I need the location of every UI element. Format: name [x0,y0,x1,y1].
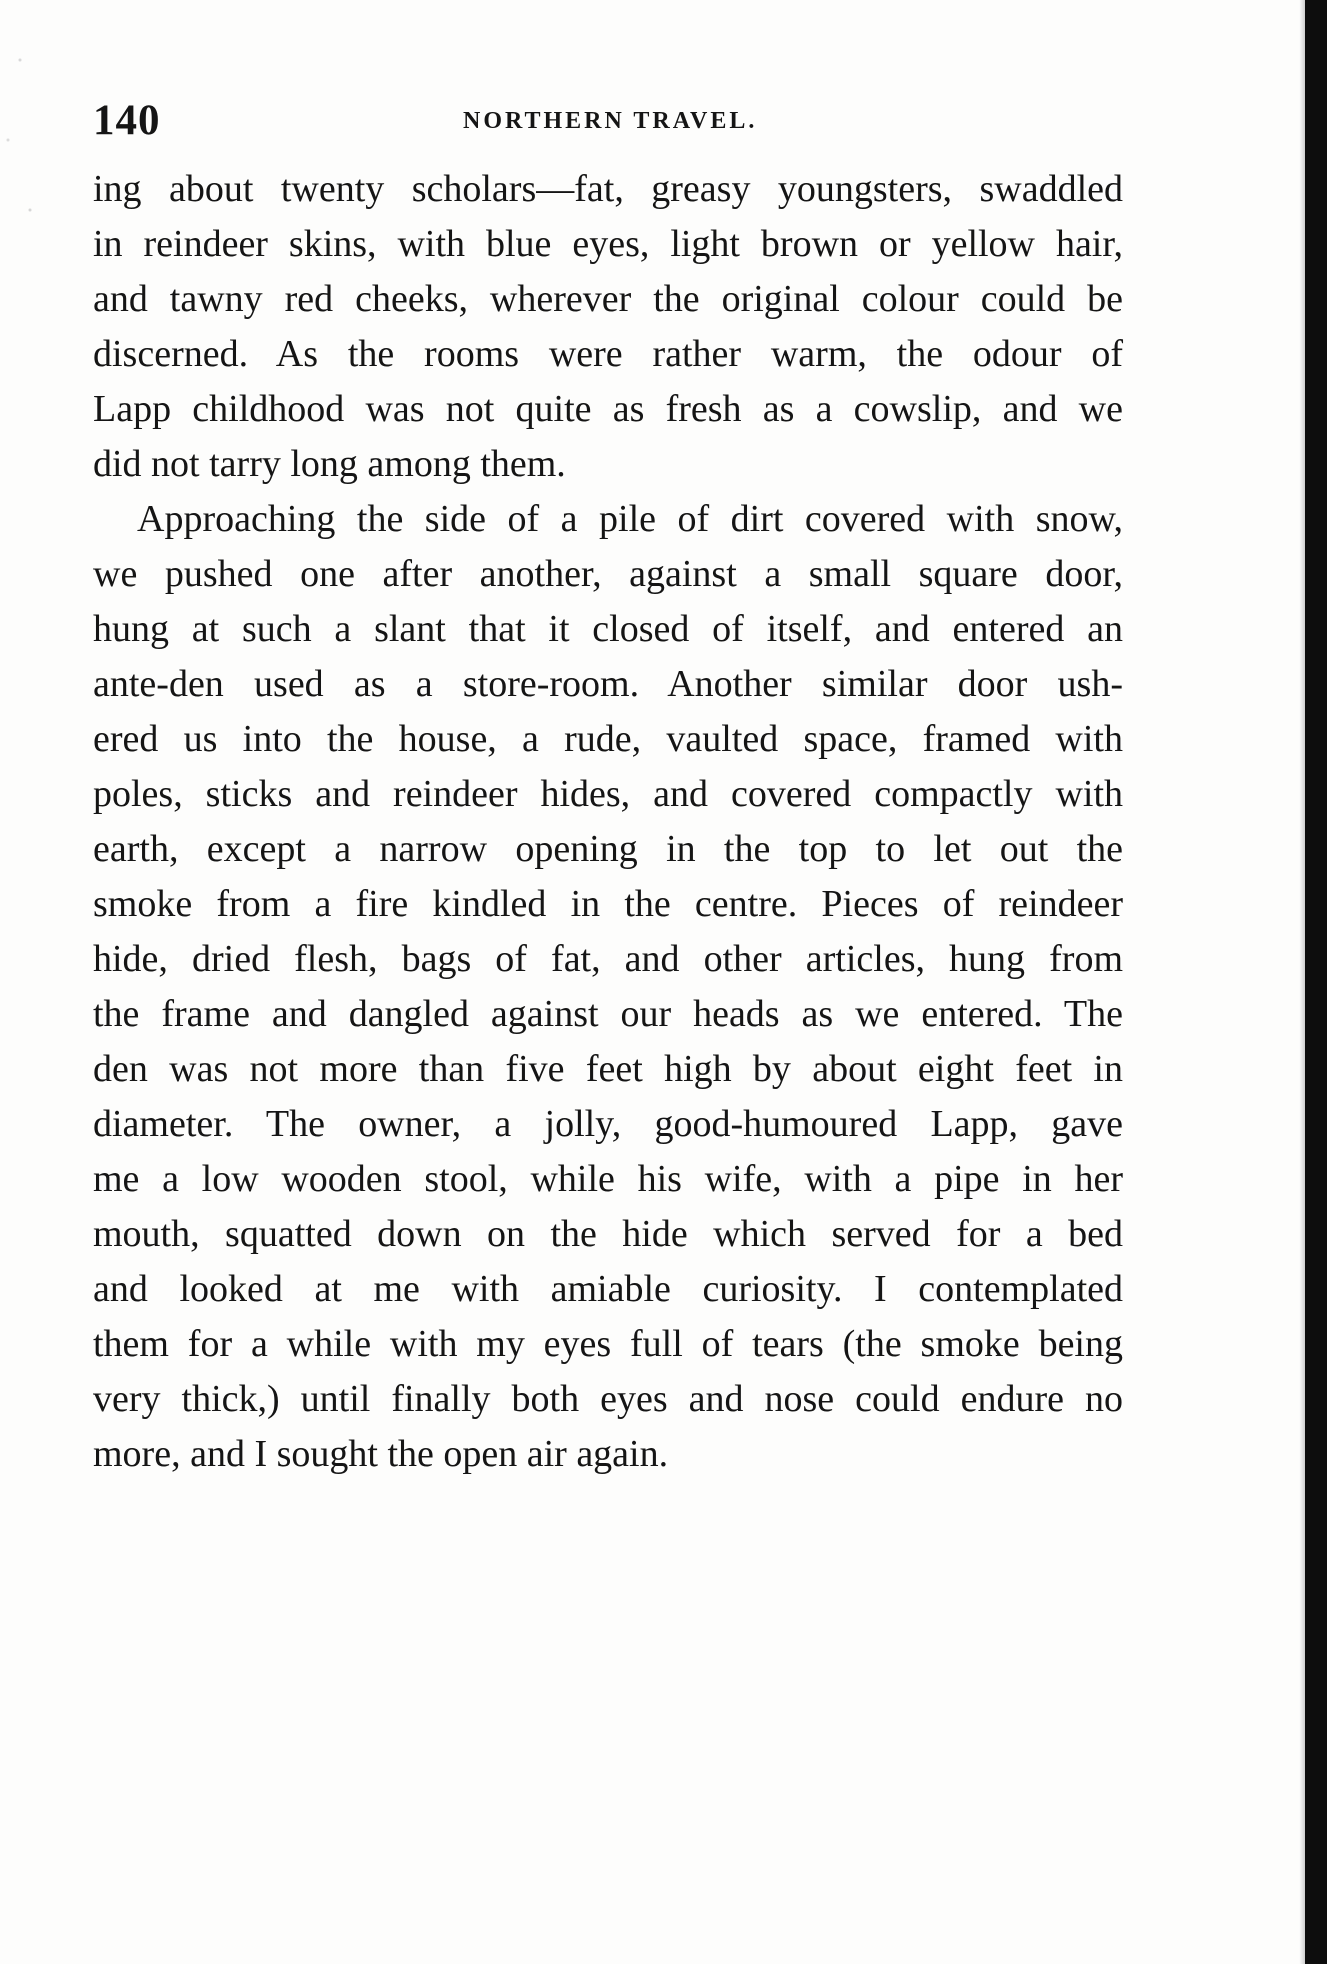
text-line: discerned. As the rooms were rather warm, the odour of [93,333,1123,375]
text-line: earth, except a narrow opening in the top to let out the [93,828,1123,870]
text-line: in reindeer skins, with blue eyes, light brown or yellow hair, [93,223,1123,265]
running-title: NORTHERN TRAVEL. [463,108,758,134]
text-line: more, and I sought the open air again. [93,1433,669,1475]
text-line: den was not more than five feet high by about eight feet in [93,1048,1123,1090]
running-head [93,92,1123,148]
text-line: ered us into the house, a rude, vaulted space, framed with [93,718,1123,760]
page-speckle [0,0,40,260]
text-line: smoke from a fire kindled in the centre. Pieces of reindeer [93,883,1123,925]
paragraph-1 [93,162,1123,492]
text-line: mouth, squatted down on the hide which served for a bed [93,1213,1123,1255]
text-line: and tawny red cheeks, wherever the original colour could be [93,278,1123,320]
text-line: did not tarry long among them. [93,443,566,485]
body-text [93,162,1123,1482]
text-line: diameter. The owner, a jolly, good-humoured Lapp, gave [93,1103,1123,1145]
text-line: the frame and dangled against our heads as we entered. The [93,993,1123,1035]
binding-shadow [1305,0,1327,1964]
text-line: and looked at me with amiable curiosity. I contemplated [93,1268,1123,1310]
paragraph-2 [93,492,1123,1482]
text-line: very thick,) until finally both eyes and nose could endure no [93,1378,1123,1420]
page-number: 140 [93,97,161,144]
text-line: me a low wooden stool, while his wife, with a pipe in her [93,1158,1123,1200]
text-line: ing about twenty scholars—fat, greasy youngsters, swaddled [93,168,1123,210]
text-line: we pushed one after another, against a small square door, [93,553,1123,595]
text-line: hung at such a slant that it closed of itself, and entered an [93,608,1123,650]
text-line: ante-den used as a store-room. Another similar door ush- [93,663,1123,705]
text-line: hide, dried flesh, bags of fat, and other articles, hung from [93,938,1123,980]
text-line: poles, sticks and reindeer hides, and covered compactly with [93,773,1123,815]
text-line: them for a while with my eyes full of tears (the smoke being [93,1323,1123,1365]
text-line: Lapp childhood was not quite as fresh as a cowslip, and we [93,388,1123,430]
text-line: Approaching the side of a pile of dirt covered with snow, [137,498,1123,540]
